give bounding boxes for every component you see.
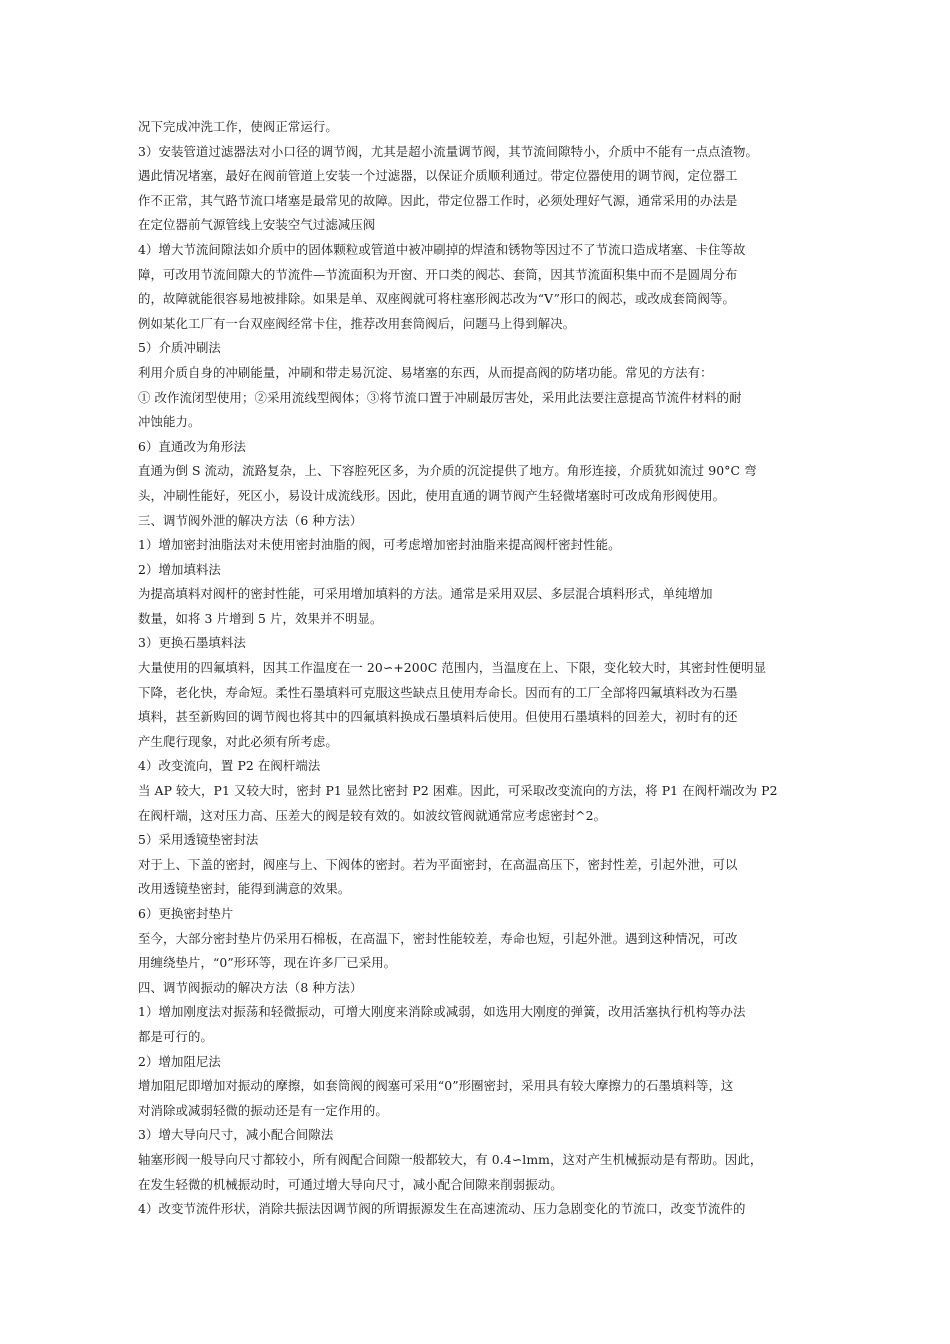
text-line: 头，冲刷性能好，死区小，易设计成流线形。因此，使用直通的调节阀产生轻微堵塞时可改成角形阀使用。: [138, 487, 726, 503]
text-line: 的，故障就能很容易地被排除。如果是单、双座阀就可将柱塞形阀芯改为“V”形口的阀芯，或改成套筒阀等。: [138, 291, 735, 307]
chapter-heading: 四、调节阀振动的解决方法（8 种方法）: [138, 979, 363, 995]
text-line: 直通为倒 S 流动，流路复杂，上、下容腔死区多，为介质的沉淀提供了地方。角形连接，介质犹如流过 90°C 弯: [138, 463, 757, 479]
text-line: 遇此情况堵塞，最好在阀前管道上安装一个过滤器，以保证介质顺利通过。带定位器使用的调节阀，定位器工: [138, 168, 738, 184]
text-line: 为提高填料对阀杆的密封性能，可采用增加填料的方法。通常是采用双层、多层混合填料形式，单纯增加: [138, 586, 713, 602]
section-heading: 6）更换密封垫片: [138, 906, 234, 921]
text-line: 冲蚀能力。: [138, 414, 201, 430]
text-line: 用缠绕垫片，“0”形环等，现在许多厂已采用。: [138, 955, 397, 971]
text-line: 作不正常，其气路节流口堵塞是最常见的故障。因此，带定位器工作时，必须处理好气源，通常采用的办法是: [138, 192, 738, 208]
text-line: 3）安装管道过滤器法对小口径的调节阀，尤其是超小流量调节阀，其节流间隙特小，介质中不能有一点点渣物。: [138, 143, 759, 159]
text-line: 都是可行的。: [138, 1028, 213, 1044]
text-line: 况下完成冲洗工作，使阀正常运行。: [138, 119, 338, 134]
section-heading: 5）介质冲刷法: [138, 340, 221, 356]
section-heading: 2）增加阻尼法: [138, 1053, 221, 1069]
text-line: 对消除或减弱轻微的振动还是有一定作用的。: [138, 1102, 388, 1118]
text-line: 在发生轻微的机械振动时，可通过增大导向尺寸，减小配合间隙来削弱振动。: [138, 1176, 563, 1192]
section-heading: 5）采用透镜垫密封法: [138, 832, 259, 848]
text-line: 利用介质自身的冲刷能量，冲刷和带走易沉淀、易堵塞的东西，从而提高阀的防堵功能。常见的方法有：: [138, 364, 713, 380]
text-line: 轴塞形阀一般导向尺寸都较小，所有阀配合间隙一般都较大，有 0.4∽lmm，这对产生机械振动是有帮助。因此，: [138, 1151, 763, 1167]
text-line: 增加阻尼即增加对振动的摩擦，如套筒阀的阀塞可采用“0”形圈密封，采用具有较大摩擦力的石墨填料等，这: [138, 1078, 734, 1094]
section-heading: 2）增加填料法: [138, 561, 221, 577]
text-line: 改用透镜垫密封，能得到满意的效果。: [138, 881, 351, 897]
text-line: 大量使用的四氟填料，因其工作温度在一 20∽+200C 范围内，当温度在上、下限，变化较大时，其密封性便明显: [138, 660, 767, 676]
text-line: 产生爬行现象，对此必须有所考虑。: [138, 733, 338, 749]
section-heading: 6）直通改为角形法: [138, 438, 246, 454]
text-line: 当 AP 较大，P1 又较大时，密封 P1 显然比密封 P2 困难。因此，可采取改变流向的方法，将 P1 在阀杆端改为 P2: [138, 783, 778, 799]
text-line: 对于上、下盖的密封，阀座与上、下阀体的密封。若为平面密封，在高温高压下，密封性差，引起外泄，可以: [138, 856, 738, 872]
section-heading: 3）更换石墨填料法: [138, 635, 246, 651]
text-line: 数量，如将 3 片增到 5 片，效果并不明显。: [138, 610, 383, 626]
text-line: ① 改作流闭型使用；②采用流线型阀体；③将节流口置于冲刷最厉害处，采用此法要注意提高节流件材料的耐: [138, 389, 742, 405]
text-line: 1）增加刚度法对振荡和轻微振动，可增大刚度来消除或减弱，如选用大刚度的弹簧，改用活塞执行机构等办法: [138, 1004, 746, 1020]
text-line: 4）改变节流件形状，消除共振法因调节阀的所谓振源发生在高速流动、压力急剧变化的节流口，改变节流件的: [138, 1201, 746, 1217]
text-line: 在阀杆端，这对压力高、压差大的阀是较有效的。如波纹管阀就通常应考虑密封^2。: [138, 807, 607, 823]
section-heading: 3）增大导向尺寸，减小配合间隙法: [138, 1127, 334, 1143]
text-line: 填料，甚至新购回的调节阀也将其中的四氟填料换成石墨填料后使用。但使用石墨填料的回差大，初时有的还: [138, 709, 738, 725]
text-line: 障，可改用节流间隙大的节流件—节流面积为开窗、开口类的阀芯、套筒，因其节流面积集中而不是圆周分布: [138, 266, 738, 282]
text-line: 在定位器前气源管线上安装空气过滤减压阀: [138, 217, 376, 233]
text-line: 例如某化工厂有一台双座阀经常卡住，推荐改用套筒阀后，问题马上得到解决。: [138, 315, 576, 331]
text-line: 1）增加密封油脂法对未使用密封油脂的阀，可考虑增加密封油脂来提高阀杆密封性能。: [138, 537, 621, 553]
chapter-heading: 三、调节阀外泄的解决方法（6 种方法）: [138, 512, 363, 528]
document-page: [138, 115, 828, 1222]
text-line: 4）增大节流间隙法如介质中的固体颗粒或管道中被冲刷掉的焊渣和锈物等因过不了节流口造成堵塞、卡住等故: [138, 241, 746, 257]
text-line: 至今，大部分密封垫片仍采用石棉板，在高温下，密封性能较差，寿命也短，引起外泄。遇到这种情况，可改: [138, 930, 738, 946]
text-line: 下降，老化快，寿命短。柔性石墨填料可克服这些缺点且使用寿命长。因而有的工厂全部将四氟填料改为石墨: [138, 684, 738, 700]
section-heading: 4）改变流向，置 P2 在阀杆端法: [138, 758, 321, 774]
